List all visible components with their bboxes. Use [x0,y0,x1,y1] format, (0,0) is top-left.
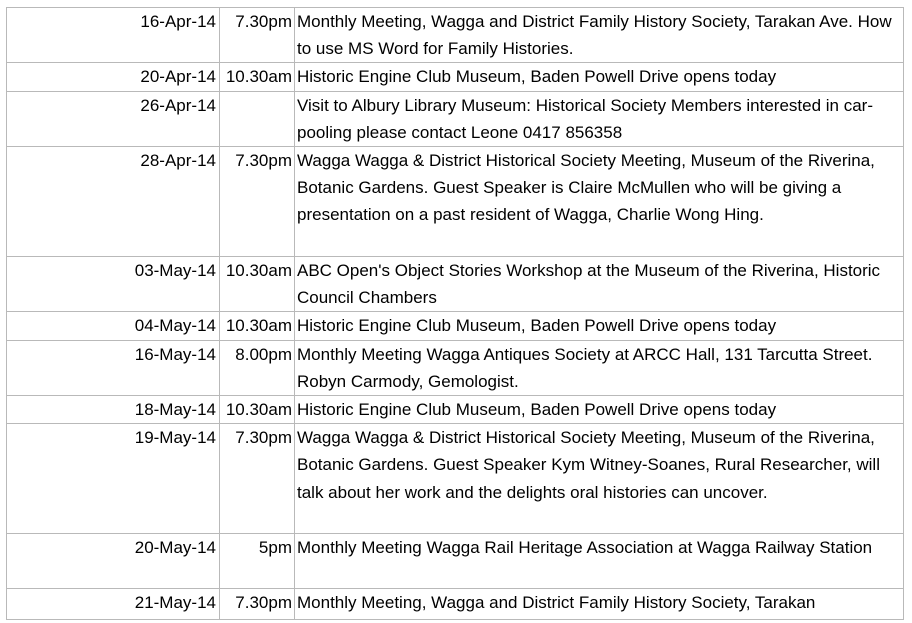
time-cell[interactable]: 7.30pm [220,147,295,257]
time-cell[interactable]: 5pm [220,534,295,589]
time-cell[interactable]: 10.30am [220,257,295,312]
date-cell[interactable]: 03-May-14 [7,257,220,312]
table-row[interactable] [7,534,904,589]
table-row[interactable] [7,147,904,257]
time-cell[interactable]: 8.00pm [220,340,295,395]
table-row[interactable] [7,424,904,534]
date-cell[interactable]: 16-May-14 [7,340,220,395]
description-cell[interactable]: Wagga Wagga & District Historical Society Meeting, Museum of the Riverina, Botanic Gardens. Guest Speaker Kym Witney-Soanes, Rural Researcher, will talk about her work and the delights oral histories can uncover. [295,424,904,534]
table-row[interactable] [7,312,904,340]
time-cell[interactable]: 7.30pm [220,589,295,620]
date-cell[interactable]: 19-May-14 [7,424,220,534]
description-cell[interactable]: Historic Engine Club Museum, Baden Powell Drive opens today [295,312,904,340]
date-cell[interactable]: 20-Apr-14 [7,63,220,91]
date-cell[interactable]: 04-May-14 [7,312,220,340]
description-cell[interactable]: Monthly Meeting, Wagga and District Family History Society, Tarakan Ave. How to use MS Word for Family Histories. [295,8,904,63]
description-cell[interactable]: Wagga Wagga & District Historical Society Meeting, Museum of the Riverina, Botanic Gardens. Guest Speaker is Claire McMullen who will be giving a presentation on a past resident of Wagga, Charlie Wong Hing. [295,147,904,257]
table-row[interactable] [7,8,904,63]
date-cell[interactable]: 16-Apr-14 [7,8,220,63]
description-cell[interactable]: ABC Open's Object Stories Workshop at the Museum of the Riverina, Historic Council Chambers [295,257,904,312]
date-cell[interactable]: 26-Apr-14 [7,91,220,146]
table-row[interactable] [7,91,904,146]
time-cell[interactable]: 7.30pm [220,8,295,63]
table-row[interactable] [7,589,904,620]
table-row[interactable] [7,396,904,424]
description-cell[interactable]: Historic Engine Club Museum, Baden Powell Drive opens today [295,63,904,91]
time-cell[interactable]: 7.30pm [220,424,295,534]
time-cell[interactable]: 10.30am [220,396,295,424]
description-cell[interactable]: Monthly Meeting Wagga Rail Heritage Association at Wagga Railway Station [295,534,904,589]
table-row[interactable] [7,257,904,312]
time-cell[interactable]: 10.30am [220,63,295,91]
table-row[interactable] [7,63,904,91]
events-table [6,7,904,620]
table-row[interactable] [7,340,904,395]
date-cell[interactable]: 18-May-14 [7,396,220,424]
date-cell[interactable]: 20-May-14 [7,534,220,589]
time-cell[interactable] [220,91,295,146]
description-cell[interactable]: Visit to Albury Library Museum: Historical Society Members interested in car-pooling please contact Leone 0417 856358 [295,91,904,146]
description-cell[interactable]: Historic Engine Club Museum, Baden Powell Drive opens today [295,396,904,424]
description-cell[interactable]: Monthly Meeting, Wagga and District Family History Society, Tarakan [295,589,904,620]
description-cell[interactable]: Monthly Meeting Wagga Antiques Society at ARCC Hall, 131 Tarcutta Street. Robyn Carmody, Gemologist. [295,340,904,395]
date-cell[interactable]: 28-Apr-14 [7,147,220,257]
time-cell[interactable]: 10.30am [220,312,295,340]
date-cell[interactable]: 21-May-14 [7,589,220,620]
